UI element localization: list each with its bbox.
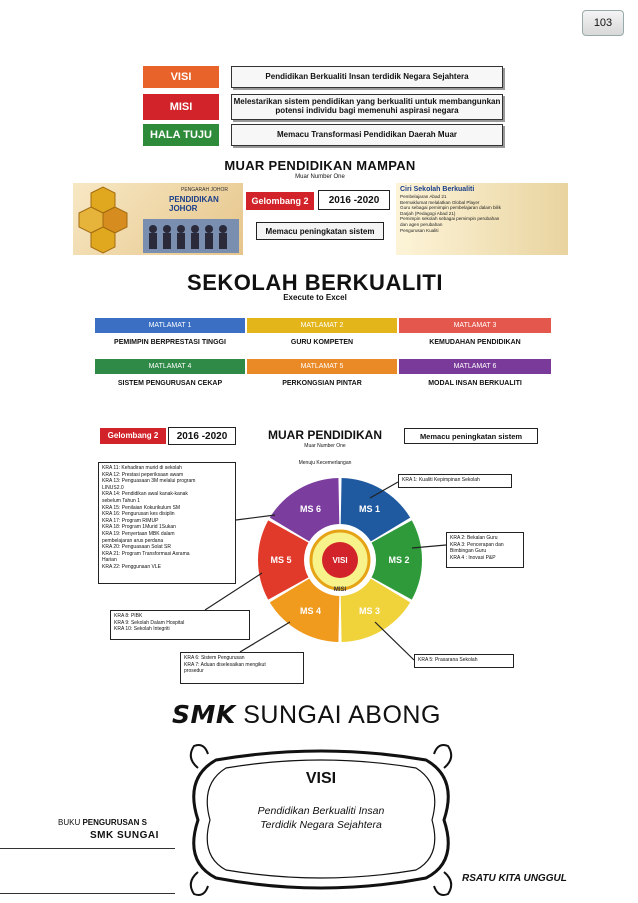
sekolah-subtitle: Execute to Excel <box>283 293 347 302</box>
kra-line: KRA 9: Sekolah Dalam Hospital <box>114 619 185 626</box>
slogan-box: Memacu peningkatan sistem <box>256 222 384 240</box>
matlamat-6-text: MODAL INSAN BERKUALITI <box>428 380 522 387</box>
kra-box-ms5 <box>110 610 250 640</box>
hala-tuju-tag: HALA TUJU <box>143 124 219 146</box>
kra-line: KRA 4 : Inovasi P&P <box>450 554 496 561</box>
frame-curl-br <box>434 872 451 895</box>
kra-line: KRA 8: PIBK <box>114 613 143 619</box>
kra-line: KRA 13: Penguasaan 3M melalui program <box>102 478 196 485</box>
diagram-gelombang-tag: Gelombang 2 <box>100 428 166 444</box>
visi-text: Pendidikan Berkualiti Insan terdidik Negara Sejahtera <box>231 66 503 88</box>
ciri-item: Pembelajaran Abad 21 <box>400 194 447 199</box>
diagram-slogan: Memacu peningkatan sistem <box>404 428 538 444</box>
matlamat-2-bar: MATLAMAT 2 <box>247 318 397 333</box>
ms-segment-label: MS 3 <box>358 606 381 617</box>
kra-line: pembelajaran arus perdana <box>102 537 164 544</box>
kra-line: KRA 5: Prasarana Sekolah <box>418 657 478 663</box>
kra-line: KRA 1: Kualiti Kepimpinan Sekolah <box>402 477 480 483</box>
ciri-item: Guru sebagai pemimpin pembelajaran dalam bilik <box>400 205 501 211</box>
school-name-bold: SMK <box>172 700 236 729</box>
ciri-item: Bermaklumat melalatkan Global Player <box>400 199 480 205</box>
kra-line: KRA 3: Pencerapan dan <box>450 541 504 548</box>
matlamat-1-text: PEMIMPIN BERPRESTASI TINGGI <box>114 339 226 346</box>
diagram-subtitle: Muar Number One <box>304 443 346 449</box>
ciri-title: Ciri Sekolah Berkualiti <box>400 186 475 193</box>
years-box: 2016 -2020 <box>318 190 390 210</box>
visi-tag: VISI <box>143 66 219 88</box>
matlamat-5-bar: MATLAMAT 5 <box>247 359 397 374</box>
ms-segment-label: MS 4 <box>299 606 322 617</box>
ms-segment-label: MS 1 <box>358 503 381 514</box>
kra-line: KRA 7: Aduan diselesaikan mengikut <box>184 661 266 668</box>
kra-line: prosedur <box>184 668 204 675</box>
visi-frame-line1: Pendidikan Berkualiti Insan <box>257 805 385 817</box>
kra-line: KRA 18: Program 1Murid 1Sukan <box>102 524 176 531</box>
ms-wheel <box>240 470 440 650</box>
visi-frame-line2: Terdidik Negara Sejahtera <box>260 819 382 831</box>
hala-tuju-row <box>143 124 503 146</box>
mampan-title: MUAR PENDIDIKAN MAMPAN <box>224 158 416 173</box>
matlamat-4-bar: MATLAMAT 4 <box>95 359 245 374</box>
matlamat-6-bar: MATLAMAT 6 <box>399 359 551 374</box>
footer-left-line2: SMK SUNGAI <box>90 830 159 841</box>
frame-curl-tr <box>434 745 451 768</box>
matlamat-1-bar: MATLAMAT 1 <box>95 318 245 333</box>
kra-box-ms4 <box>180 652 304 684</box>
footer-left-line1 <box>58 818 147 827</box>
kra-line: LINUS2.0 <box>102 484 124 491</box>
wheel-center-misi: MISI <box>333 587 347 593</box>
misi-row <box>143 94 503 120</box>
kra-line: KRA 22: Penggunaan VLE <box>102 563 161 570</box>
sekolah-title: SEKOLAH BERKUALITI <box>187 270 443 295</box>
matlamat-5-text: PERKONGSIAN PINTAR <box>282 380 362 387</box>
kra-line: KRA 17: Program RIMUP <box>102 517 159 524</box>
ciri-sekolah-panel <box>396 183 568 255</box>
mampan-subtitle: Muar Number One <box>295 174 345 180</box>
ms-segment-label: MS 6 <box>299 503 322 514</box>
menuju-text: Menuju Kecemerlangan <box>298 460 352 466</box>
ciri-list <box>396 194 568 233</box>
matlamat-4-text: SISTEM PENGURUSAN CEKAP <box>117 380 223 387</box>
kra-line: KRA 2: Bekalan Guru <box>450 535 498 541</box>
kra-line: sebelum Tahun 1 <box>102 497 140 504</box>
kra-line: KRA 11: Kehadiran murid di sekolah <box>102 465 182 471</box>
school-name <box>172 700 472 730</box>
visi-frame-text <box>216 804 426 832</box>
ciri-item: Pengurusan Kualiti <box>400 227 439 233</box>
kra-line: Bimbingan Guru <box>450 548 487 555</box>
kra-line: KRA 15: Penilaian Kokurikulum SM <box>102 504 181 511</box>
footer-bold: PENGURUSAN S <box>82 818 147 827</box>
frame-curl-tl <box>191 745 208 768</box>
diagram-title: MUAR PENDIDIKAN <box>268 428 382 442</box>
kra-line: KRA 14: Pendidikan awal kanak-kanak <box>102 491 188 498</box>
ciri-item: dan agen perubahan <box>400 221 443 227</box>
matlamat-3-text: KEMUDAHAN PENDIDIKAN <box>429 339 521 346</box>
kra-box-ms2 <box>446 532 524 568</box>
wheel-center-visi: VISI <box>332 556 348 565</box>
misi-tag: MISI <box>143 94 219 120</box>
kra-line: KRA 6: Sistem Pengurusan <box>184 655 245 661</box>
visi-row <box>143 66 503 88</box>
collage-graphic <box>73 183 243 255</box>
frame-curl-bl <box>191 872 208 895</box>
kra-line: Harian <box>102 557 117 564</box>
kra-line: KRA 12: Prestasi peperiksaan awam <box>102 471 184 478</box>
misi-text: Melestarikan sistem pendidikan yang berkualiti untuk membangunkan potensi individu bagi memenuhi aspirasi negara <box>231 94 503 120</box>
diagram-years: 2016 -2020 <box>168 427 236 445</box>
johor-logo-name: PENDIDIKAN JOHOR <box>169 195 219 213</box>
visi-frame-title: VISI <box>305 770 337 787</box>
ms-segment-label: MS 2 <box>388 555 410 565</box>
johor-logo-top: PENGARAH JOHOR <box>181 187 228 193</box>
kra-line: KRA 16: Pengurusan kes disiplin <box>102 511 175 518</box>
school-name-rest: SUNGAI ABONG <box>243 701 441 729</box>
ciri-item: Darjah (Pedagogi Abad 21) <box>400 210 456 216</box>
matlamat-3-bar: MATLAMAT 3 <box>399 318 551 333</box>
kra-line: KRA 20: Penguasaan Solat SR <box>102 544 171 551</box>
kra-line: KRA 21: Program Transformasi Asrama <box>102 550 190 557</box>
footer-prefix: BUKU <box>58 818 81 827</box>
kra-box-ms6 <box>98 462 236 584</box>
kra-box-ms3 <box>414 654 514 668</box>
matlamat-2-text: GURU KOMPETEN <box>290 339 354 346</box>
ciri-item: Pemimpin sekolah sebagai pemimpin perubahan <box>400 216 500 222</box>
page-number: 103 <box>582 10 624 36</box>
kra-box-ms1 <box>398 474 512 488</box>
kra-line: KRA 19: Penyertaan MBK dalam <box>102 530 175 537</box>
footer-right-motto: RSATU KITA UNGGUL <box>462 873 567 884</box>
gelombang-tag: Gelombang 2 <box>246 192 314 210</box>
footer-rule-top <box>0 848 175 849</box>
hala-tuju-text: Memacu Transformasi Pendidikan Daerah Muar <box>231 124 503 146</box>
kra-line: KRA 10: Sekolah Integriti <box>114 626 170 633</box>
johor-photo-collage <box>73 183 243 255</box>
ms-segment-label: MS 5 <box>270 555 292 565</box>
footer-rule-bottom <box>0 893 175 894</box>
